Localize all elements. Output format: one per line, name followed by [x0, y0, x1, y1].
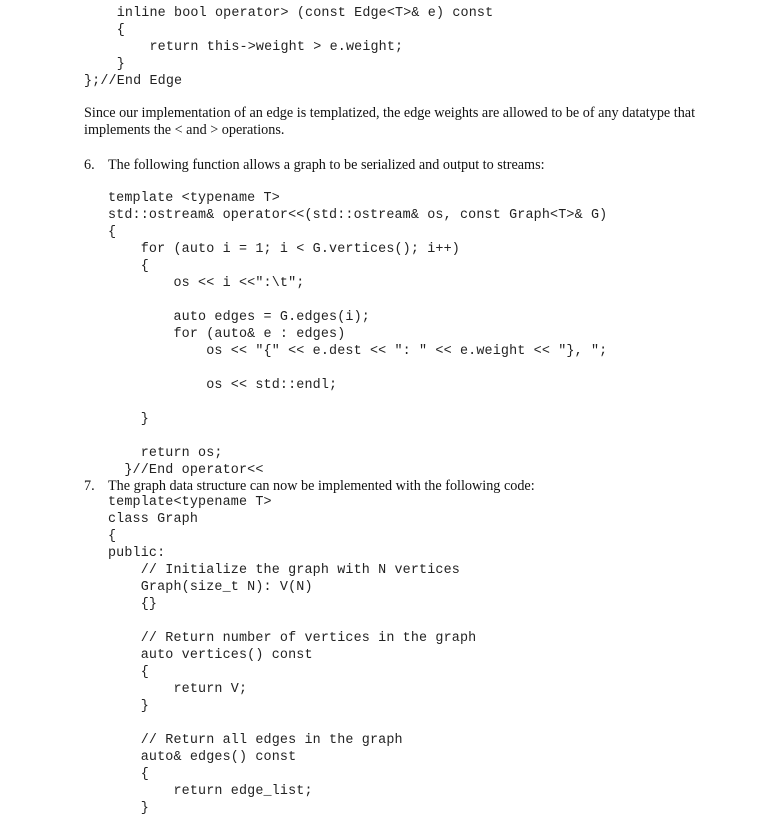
item-7-text: The graph data structure can now be implemented with the following code:: [108, 478, 535, 494]
code-block-stream-operator: template <typename T> std::ostream& operator<<(std::ostream& os, const Graph<T>& G) { for (auto i = 1; i < G.vertices(); i++) { os << i <<":\t"; auto edges = G.edges(i); for (auto& e : edges) os << "{" << e.dest << ": " << e.weight << "}, "; os << std::endl; } return os; }//End operator<<: [108, 191, 608, 478]
item-7-number: 7.: [84, 478, 95, 494]
item-6-number: 6.: [84, 157, 95, 173]
code-block-edge-operator: inline bool operator> (const Edge<T>& e) const { return this->weight > e.weight; } };//End Edge: [84, 6, 494, 89]
paragraph-edge-weights: Since our implementation of an edge is templatized, the edge weights are allowed to be of any datatype that implements the < and > operations.: [84, 105, 696, 138]
item-6-text: The following function allows a graph to be serialized and output to streams:: [108, 157, 545, 173]
code-block-graph-class: template<typename T> class Graph { public: // Initialize the graph with N vertices Graph(size_t N): V(N) {} // Return number of vertices in the graph auto vertices() const { return V; } // Return all edges in the graph auto& edges() const { return edge_list; }: [108, 495, 477, 816]
